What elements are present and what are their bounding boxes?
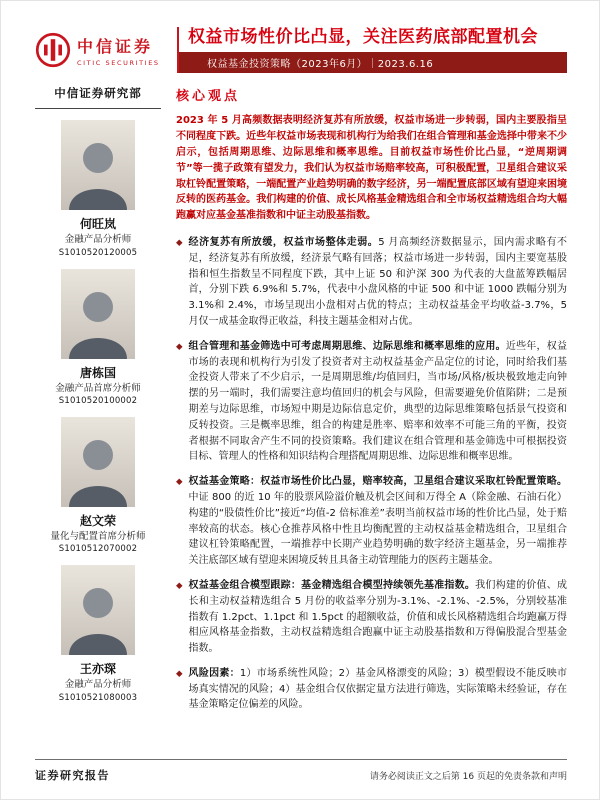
- footer-disclaimer: 请务必阅读正文之后第 16 页起的免责条款和声明: [369, 772, 567, 782]
- analyst-name: 何旺岚: [79, 217, 116, 232]
- section-title: 核心观点: [176, 89, 241, 105]
- bullet-item: [176, 339, 567, 465]
- analyst-card: [35, 269, 161, 406]
- analyst-license: S1010521080003: [58, 692, 138, 703]
- logo-name-en: CITIC SECURITIES: [77, 58, 160, 67]
- bullet-body: 1）市场系统性风险；2）基金风格漂变的风险；3）模型假设不能反映市场真实情况的风险；4）基金组合仅依据定量方法进行筛选，实际策略未经验证，存在基金策略定位偏差的风险。: [188, 667, 567, 711]
- analyst-license: S1010512070002: [58, 544, 138, 555]
- analyst-photo: [61, 269, 135, 359]
- bullet-body: 中证 800 的近 10 年的股票风险溢价触及机会区间和万得全 A（除金融、石油石化）构建的“股债性价比”接近“均值-2 倍标准差”表明当前权益市场的性价比凸显，处于赔率较高的状态。核心仓推荐风格中性且均衡配置的主动权益基金精选组合，卫星组合建议杠铃策略配置，一端推荐中长期产业趋势明确的数字经济主题基金，另一端推荐关注底部区域有望迎来困境反转且具备主动管理能力的医药主题基金。: [188, 491, 567, 567]
- bullet-item: [176, 578, 567, 657]
- bullet-text: [189, 474, 567, 569]
- department-title: 中信证券研究部: [35, 85, 161, 109]
- footer-report-type: 证券研究报告: [35, 769, 110, 782]
- citic-logo-text: [77, 34, 160, 67]
- bullet-diamond-icon: ◆: [176, 668, 183, 679]
- bullet-text: [189, 578, 567, 657]
- bullet-body: 近些年，权益市场的表现和机构行为引发了投资者对主动权益基金产品定位的讨论，同时给我们基金投资人带来了不少启示，一是周期思维/均值回归，当市场/风格/板块极致地走向钟摆的另一端时，我们需要注意均值回归的机会与风险，但需要避免价值陷阱；二是预期差与边际思维，市场短中期是边际信息定价，典型的边际思维策略包括景气投资和反转投资。三是概率思维，组合的构建是胜率、赔率和效率不可能三角的平衡，投资者根据不同取舍产生不同的投资策略。我们建议在组合管理和基金筛选中可根据投资目标、管理人的性格和知识结构合理搭配周期思维、边际思维和概率思维。: [188, 340, 567, 463]
- header-title-block: [177, 27, 567, 73]
- bullet-item: [176, 666, 567, 713]
- analyst-sidebar: [35, 85, 161, 759]
- bullet-title: 组合管理和基金筛选中可考虑周期思维、边际思维和概率思维的应用。: [188, 340, 506, 352]
- analyst-name: 王亦琛: [79, 662, 116, 677]
- analyst-license: S1010520120005: [58, 247, 138, 258]
- bullet-item: [176, 474, 567, 569]
- analyst-role: 金融产品分析师: [64, 234, 132, 246]
- analyst-card: [35, 120, 161, 257]
- core-view-section: [176, 85, 567, 759]
- person-silhouette-icon: [61, 575, 135, 655]
- person-silhouette-icon: [61, 427, 135, 507]
- bullet-text: [189, 339, 567, 465]
- report-subtitle-bar: [179, 52, 567, 73]
- report-footer: [35, 759, 567, 783]
- analyst-role: 金融产品首席分析师: [55, 382, 141, 394]
- bullet-diamond-icon: ◆: [176, 580, 183, 591]
- analyst-role: 量化与配置首席分析师: [50, 531, 146, 543]
- bullet-title: 风险因素：: [188, 667, 240, 679]
- citic-emblem-icon: [35, 32, 71, 68]
- report-body: [35, 85, 567, 759]
- bullet-diamond-icon: ◆: [176, 477, 183, 488]
- analyst-photo: [61, 120, 135, 210]
- bullet-body: 5 月高频经济数据显示，国内需求略有不足，经济复苏有所放缓，经济景气略有回落；权益市场进一步转弱，国内主要宽基股指和恒生指数呈不同程度下跌，其中上证 50 和沪深 300 为代表的大盘蓝筹跌幅居首，分别下跌 6.9%和 5.7%，代表中小盘风格的中证 500 和中证 1000 跌幅分别为 3.1%和 2.4%，市场呈现出小盘相对占优的特点；主动权益基金平均收益-3.7%，5 月仅一成基金取得正收益，科技主题基金相对占优。: [188, 236, 567, 327]
- summary-paragraph: 2023 年 5 月高频数据表明经济复苏有所放缓，权益市场进一步转弱，国内主要股指呈不同程度下跌。近些年权益市场表现和机构行为给我们在组合管理和基金选择中带来不少启示，包括周期思维、边际思维和概率思维。目前权益市场性价比凸显，“逆周期调节”等一揽子政策有望发力，我们认为权益市场赔率较高，可积极配置，卫星组合建议采取杠铃配置策略，一端配置产业趋势明确的数字经济，另一端配置底部区域有望迎来困境反转的医药基金。我们构建的价值、成长风格基金精选组合和全市场权益精选组合均大幅跑赢对应基金基准指数和中证主动股基指数。: [176, 115, 567, 222]
- person-silhouette-icon: [61, 279, 135, 359]
- bullet-title: 经济复苏有所放缓，权益市场整体走弱。: [188, 236, 379, 248]
- bullet-title: 权益基金组合模型跟踪：基金精选组合模型持续领先基准指数。: [188, 579, 476, 591]
- bullet-item: [176, 235, 567, 330]
- analyst-photo: [61, 565, 135, 655]
- citic-logo: [35, 27, 177, 73]
- bullet-title: 权益基金策略：权益市场性价比凸显，赔率较高，卫星组合建议采取杠铃配置策略。: [188, 476, 567, 488]
- analyst-photo: [61, 417, 135, 507]
- analyst-card: [35, 417, 161, 554]
- analyst-name: 赵文荣: [79, 514, 116, 529]
- analyst-license: S1010520100002: [58, 396, 138, 407]
- logo-name-cn: 中信证券: [77, 36, 154, 56]
- report-subtitle: 权益基金投资策略（2023年6月）｜2023.6.16: [207, 59, 434, 71]
- analyst-name: 唐栋国: [79, 365, 116, 380]
- analyst-card: [35, 565, 161, 702]
- analyst-role: 金融产品分析师: [64, 679, 132, 691]
- bullet-text: [189, 666, 567, 713]
- bullet-text: [189, 235, 567, 330]
- report-header: [35, 27, 567, 73]
- report-title: 权益市场性价比凸显，关注医药底部配置机会: [188, 27, 538, 47]
- bullet-body: 我们构建的价值、成长和主动权益精选组合 5 月份的收益率分别为-3.1%、-2.1%、-2.5%，分别较基准指数有 1.2pct、1.1pct 和 1.5pct 的超额收益，价值和成长风格精选组合均跑赢万得相应风格基金指数，主动权益精选组合跑赢中证主动股基指数和万得偏股混合型基金指数。: [188, 579, 567, 655]
- bullet-diamond-icon: ◆: [176, 237, 183, 248]
- bullet-diamond-icon: ◆: [176, 341, 183, 352]
- person-silhouette-icon: [61, 130, 135, 210]
